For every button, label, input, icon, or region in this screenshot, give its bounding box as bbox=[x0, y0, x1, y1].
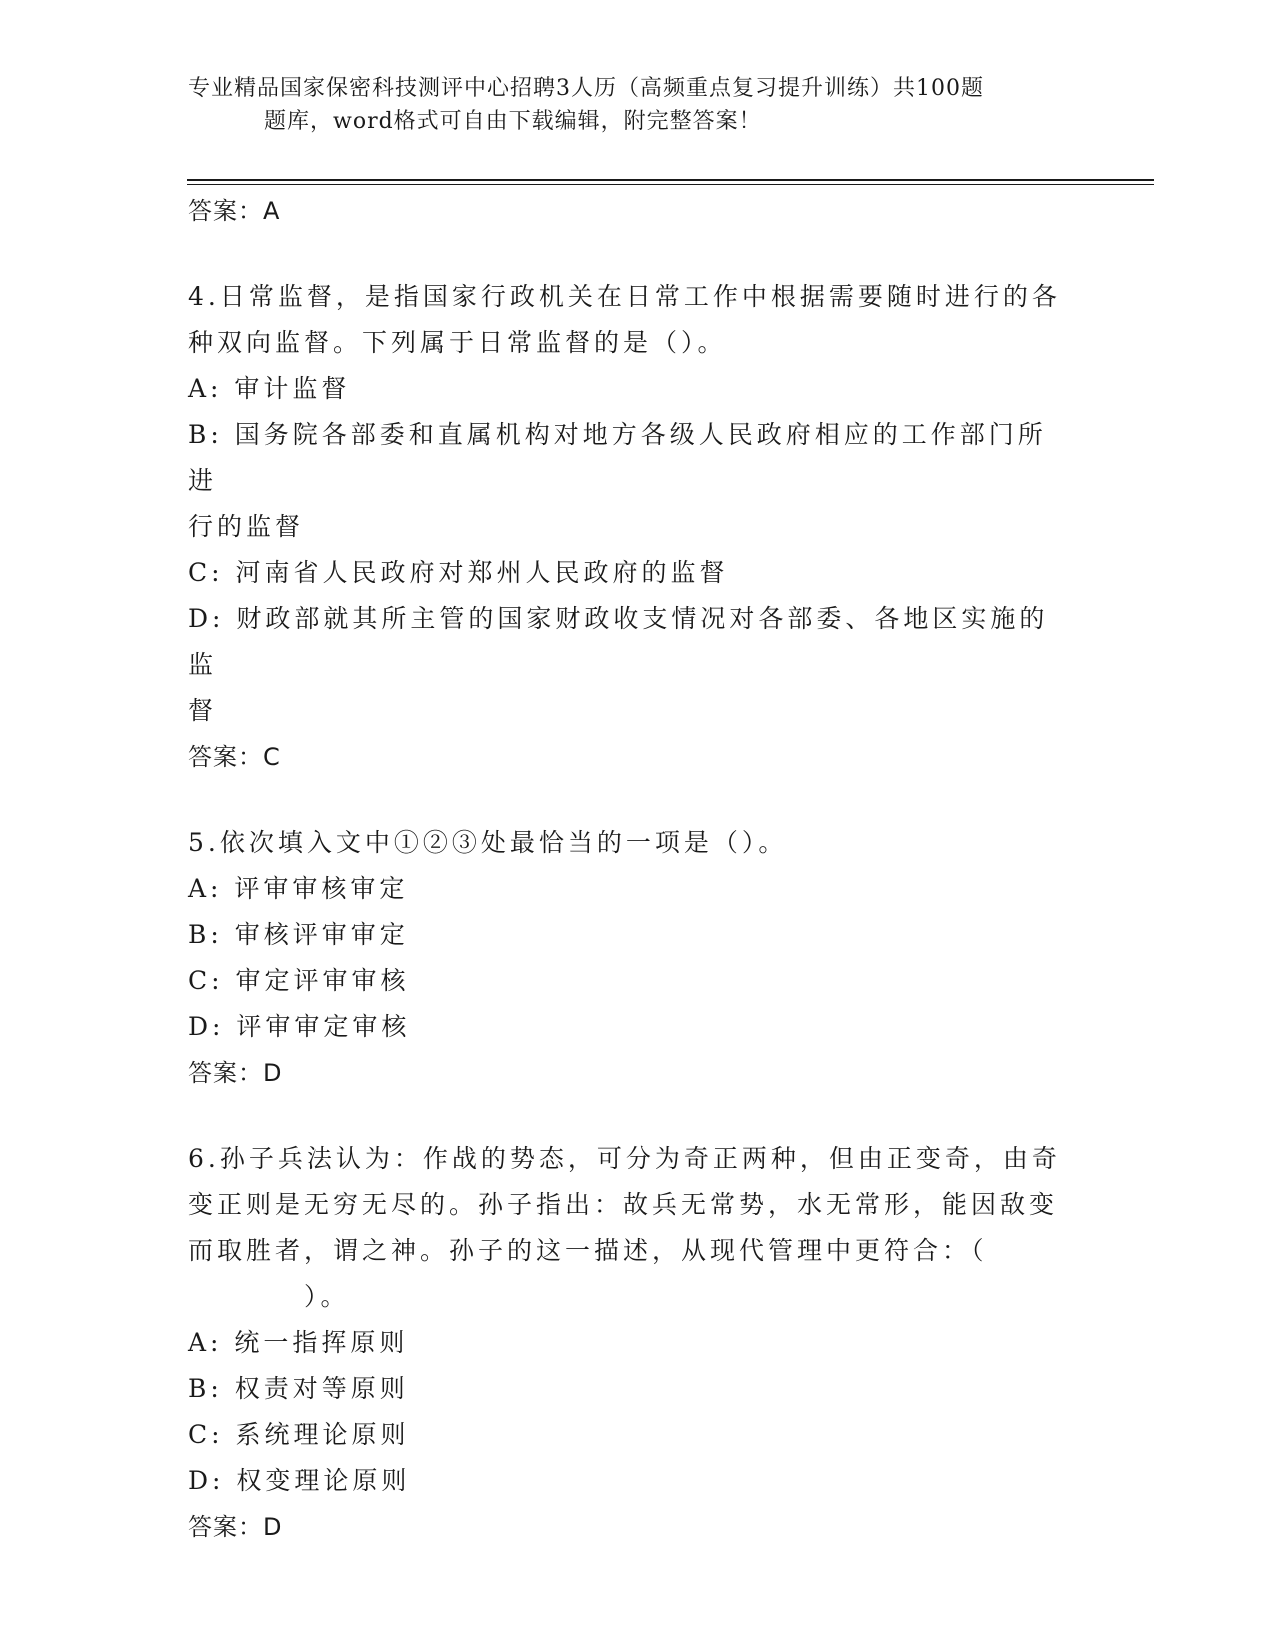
question-6-stem-line1: 6.孙子兵法认为：作战的势态，可分为奇正两种，但由正变奇，由奇 bbox=[188, 1144, 1061, 1173]
question-6-stem-line4: ）。 bbox=[188, 1282, 350, 1311]
question-6-option-a: A: 统一指挥原则 bbox=[188, 1328, 409, 1357]
question-6-stem-line2: 变正则是无穷无尽的。孙子指出：故兵无常势，水无常形，能因敌变 bbox=[188, 1190, 1059, 1219]
header-rule-thick bbox=[187, 179, 1154, 181]
answer-q6: 答案：D bbox=[188, 1513, 283, 1541]
document-header bbox=[188, 72, 1068, 138]
question-4-option-b-line2: 行的监督 bbox=[188, 512, 305, 541]
answer-q4: 答案：C bbox=[188, 743, 281, 771]
question-6-option-c: C: 系统理论原则 bbox=[188, 1420, 410, 1449]
question-4 bbox=[188, 274, 1068, 780]
question-4-option-d-line2: 督 bbox=[188, 696, 218, 725]
header-rule-thin bbox=[187, 184, 1154, 185]
question-6-option-d: D: 权变理论原则 bbox=[188, 1466, 411, 1495]
question-6 bbox=[188, 1136, 1068, 1550]
answer-q3: 答案：A bbox=[188, 197, 281, 225]
question-4-option-c: C: 河南省人民政府对郑州人民政府的监督 bbox=[188, 558, 729, 587]
question-4-stem-line2: 种双向监督。下列属于日常监督的是（）。 bbox=[188, 328, 727, 357]
header-title-line2: 题库，word格式可自由下载编辑，附完整答案！ bbox=[264, 109, 762, 134]
question-5-option-b: B: 审核评审审定 bbox=[188, 920, 409, 949]
question-4-option-b-line1: B: 国务院各部委和直属机构对地方各级人民政府相应的工作部门所进 bbox=[188, 420, 1047, 495]
header-title-line1: 专业精品国家保密科技测评中心招聘3人历（高频重点复习提升训练）共100题 bbox=[188, 76, 984, 101]
question-5-stem: 5.依次填入文中①②③处最恰当的一项是（）。 bbox=[188, 828, 788, 857]
question-5 bbox=[188, 820, 1068, 1096]
question-5-option-a: A: 评审审核审定 bbox=[188, 874, 409, 903]
question-6-option-b: B: 权责对等原则 bbox=[188, 1374, 409, 1403]
answer-q5: 答案：D bbox=[188, 1059, 283, 1087]
question-4-option-d-line1: D: 财政部就其所主管的国家财政收支情况对各部委、各地区实施的监 bbox=[188, 604, 1049, 679]
question-4-stem-line1: 4.日常监督，是指国家行政机关在日常工作中根据需要随时进行的各 bbox=[188, 282, 1061, 311]
question-6-stem-line3: 而取胜者，谓之神。孙子的这一描述，从现代管理中更符合：（ bbox=[188, 1236, 988, 1265]
question-5-option-d: D: 评审审定审核 bbox=[188, 1012, 411, 1041]
question-5-option-c: C: 审定评审审核 bbox=[188, 966, 410, 995]
document-body bbox=[188, 188, 1068, 1550]
question-4-option-a: A: 审计监督 bbox=[188, 374, 351, 403]
